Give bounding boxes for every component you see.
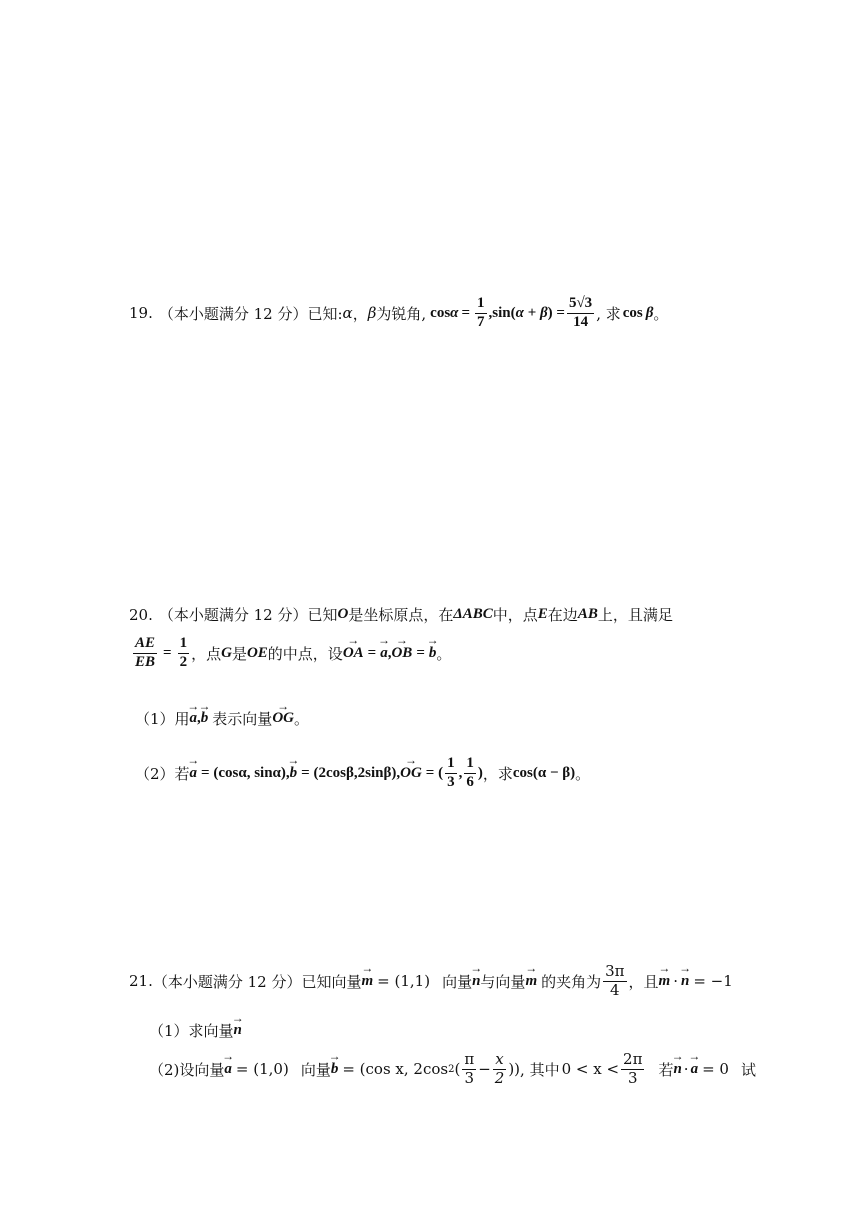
q21-angle-den: 4	[610, 980, 620, 999]
q21-n: → n	[472, 973, 480, 990]
q20-t3: 在边	[547, 606, 578, 624]
q21-p2-range: 0 < x <	[561, 1060, 620, 1079]
q21-part1	[149, 1020, 242, 1041]
q21-m3: → m	[659, 973, 671, 990]
q21-p2-r-den: 3	[627, 1068, 638, 1087]
q21-p2-t4: 试	[740, 1060, 756, 1079]
q20-line2	[131, 636, 451, 671]
q21-p2-label: （2)设向量	[149, 1060, 225, 1079]
q21-p2-dot: ·	[683, 1060, 689, 1079]
q20-p2-frac2	[464, 756, 476, 791]
q19-number: 19.	[129, 304, 153, 323]
q19-cos-fraction	[475, 296, 487, 331]
q21-p2-a: → a	[224, 1061, 232, 1078]
q20-p1-text: 表示向量	[212, 710, 273, 728]
q20-p2-ask: ，求	[482, 764, 513, 783]
q21-p1-n: → n	[234, 1022, 242, 1039]
q20-t2: 中，点	[492, 606, 538, 624]
q21-t1: 向量	[442, 972, 473, 991]
q19-sin-den: 14	[573, 313, 589, 330]
q20-a: → a	[380, 645, 388, 662]
q20-p2-f2-num: 1	[464, 756, 476, 774]
q21-p2-minus: −	[478, 1060, 491, 1079]
q20-p1-end: 。	[293, 710, 309, 728]
q19-header: （本小题满分 12 分）已知:	[158, 304, 343, 323]
q20-header: （本小题满分 12 分）已知	[158, 606, 338, 624]
q21-number: 21.	[129, 972, 153, 991]
q20-p2-f1-den: 3	[447, 773, 455, 790]
q19-sin-label: ,sin(	[488, 304, 516, 321]
q20-p2-b: → b	[290, 765, 298, 782]
q21-p2-b: → b	[331, 1061, 339, 1078]
q21-eq-dot: = −1	[693, 972, 733, 991]
q20-p2-expr1: = (cosα, sinα),	[201, 764, 290, 781]
q19-ask-cos: cos	[622, 304, 643, 321]
q20-triangle: ΔABC	[453, 606, 493, 622]
q20-p2-result: cos(α − β)	[512, 764, 576, 781]
q21-angle-num: 3π	[605, 962, 625, 980]
q20-p1-OG: → OG	[272, 710, 294, 727]
q19-alpha: α	[342, 304, 353, 323]
q19-acute: 为锐角,	[376, 304, 427, 323]
q21-p2-paren: (	[454, 1060, 461, 1079]
q20-t4: 上，且满足	[597, 606, 673, 624]
q20-p1-b: → b	[201, 710, 209, 727]
q21-p2-a2: → a	[691, 1061, 699, 1078]
q20-OB: → OB	[391, 645, 412, 662]
q19-end: 。	[653, 304, 669, 323]
q20-eq-b: =	[416, 644, 425, 661]
q21-p2-eq0: = 0	[702, 1060, 729, 1079]
q20-ratio-den: EB	[135, 653, 156, 670]
q20-t1: 是坐标原点，在	[348, 606, 454, 624]
q20-p2-comma: ,	[458, 764, 463, 781]
q21-t3: 的夹角为	[541, 972, 602, 991]
q21-m: → m	[361, 973, 373, 990]
q21-p2-x-num: x	[495, 1050, 504, 1068]
q20-OE: OE	[246, 644, 268, 661]
q21-p2-pi-num: π	[464, 1050, 475, 1068]
q19-cos-var: α	[450, 304, 459, 321]
q19-line	[129, 296, 668, 331]
q20-p2-frac1	[445, 756, 457, 791]
q20-E: E	[537, 606, 548, 622]
q21-m2: → m	[525, 973, 537, 990]
q20-t5: ，点	[191, 644, 222, 663]
q20-part2	[135, 756, 590, 791]
q20-p2-OG: → OG	[400, 765, 422, 782]
q19-sin-close: ) =	[547, 304, 565, 321]
q20-G: G	[221, 644, 232, 661]
q20-p2-f2-den: 6	[466, 773, 474, 790]
q21-p2-x-fraction	[493, 1052, 507, 1087]
q20-p2-f1-num: 1	[445, 756, 457, 774]
q20-OA: → OA	[343, 645, 364, 662]
q19-sin-fraction	[567, 296, 594, 331]
q21-p2-t2: , 其中	[520, 1060, 560, 1079]
q21-p2-sq: 2	[448, 1063, 455, 1075]
q21-p2-range-fraction	[621, 1052, 644, 1087]
q20-half-fraction	[178, 636, 190, 671]
q21-p1: （1）求向量	[149, 1022, 234, 1040]
q19-sin-num: 5√3	[567, 296, 594, 314]
q20-t7: 的中点，设	[267, 644, 343, 663]
q21-t4: ，且	[628, 972, 659, 991]
q20-p2-expr2: = (2cosβ,2sinβ),	[301, 764, 401, 781]
q21-t2: 与向量	[480, 972, 526, 991]
q20-eq-a: =	[367, 644, 377, 661]
q21-p2-eq-a: = (1,0)	[235, 1060, 289, 1079]
q20-AB: AB	[577, 606, 598, 622]
q19-ask-var: β	[645, 304, 654, 321]
q19-sin-mid: α + β	[515, 304, 548, 321]
q20-b: → b	[429, 645, 437, 662]
q19-beta: β	[367, 304, 377, 323]
q21-p2-r-num: 2π	[623, 1050, 643, 1068]
q20-p1-label: （1）用	[135, 710, 190, 728]
q20-p2-close: )	[477, 764, 483, 781]
q20-ratio-fraction	[133, 636, 157, 671]
q19-cos-den: 7	[477, 313, 485, 330]
q21-p2-t3: 若	[658, 1060, 674, 1079]
q19-cos-label: cos	[430, 304, 451, 321]
q21-p2-t1: 向量	[300, 1060, 331, 1079]
q20-O: O	[337, 606, 349, 622]
q20-t8: 。	[436, 644, 452, 663]
q20-p2-end: 。	[575, 764, 591, 783]
q20-half-den: 2	[179, 653, 188, 670]
q20-p2-label: （2）若	[135, 764, 190, 783]
q21-p2-pi-fraction	[462, 1052, 476, 1087]
q21-part2	[149, 1052, 756, 1087]
q20-p1-a: → a	[190, 710, 198, 727]
q21-p2-pi-den: 3	[464, 1068, 475, 1087]
q20-p1-comma: ,	[197, 710, 201, 726]
q20-part1	[135, 708, 309, 729]
q21-header: （本小题满分 12 分）已知向量	[152, 972, 362, 991]
q19-eq: =	[461, 304, 471, 321]
q20-p2-expr3: = (	[425, 764, 444, 781]
q21-angle-fraction	[603, 964, 626, 999]
q20-line1	[129, 604, 673, 625]
q19-cos-num: 1	[475, 296, 487, 314]
q20-half-num: 1	[178, 636, 190, 654]
q21-line1	[129, 964, 733, 999]
q20-ratio-num: AE	[133, 636, 157, 654]
q20-t6: 是	[231, 644, 247, 663]
q21-p2-eq-b: = (cos x, 2cos	[342, 1060, 449, 1079]
q19-sep: ，	[352, 304, 368, 323]
q20-p2-a: → a	[190, 765, 198, 782]
q20-comma: ,	[387, 644, 392, 661]
q21-p2-close: ))	[508, 1060, 521, 1079]
q21-dot: ·	[673, 972, 678, 991]
q21-p2-x-den: 2	[494, 1068, 505, 1087]
q21-p2-n: → n	[673, 1061, 681, 1078]
q21-n2: → n	[681, 973, 689, 990]
q20-eq: =	[163, 644, 172, 661]
q21-eq-m: = (1,1)	[377, 972, 431, 991]
q19-ask: , 求	[596, 304, 621, 323]
q20-number: 20.	[129, 605, 153, 624]
